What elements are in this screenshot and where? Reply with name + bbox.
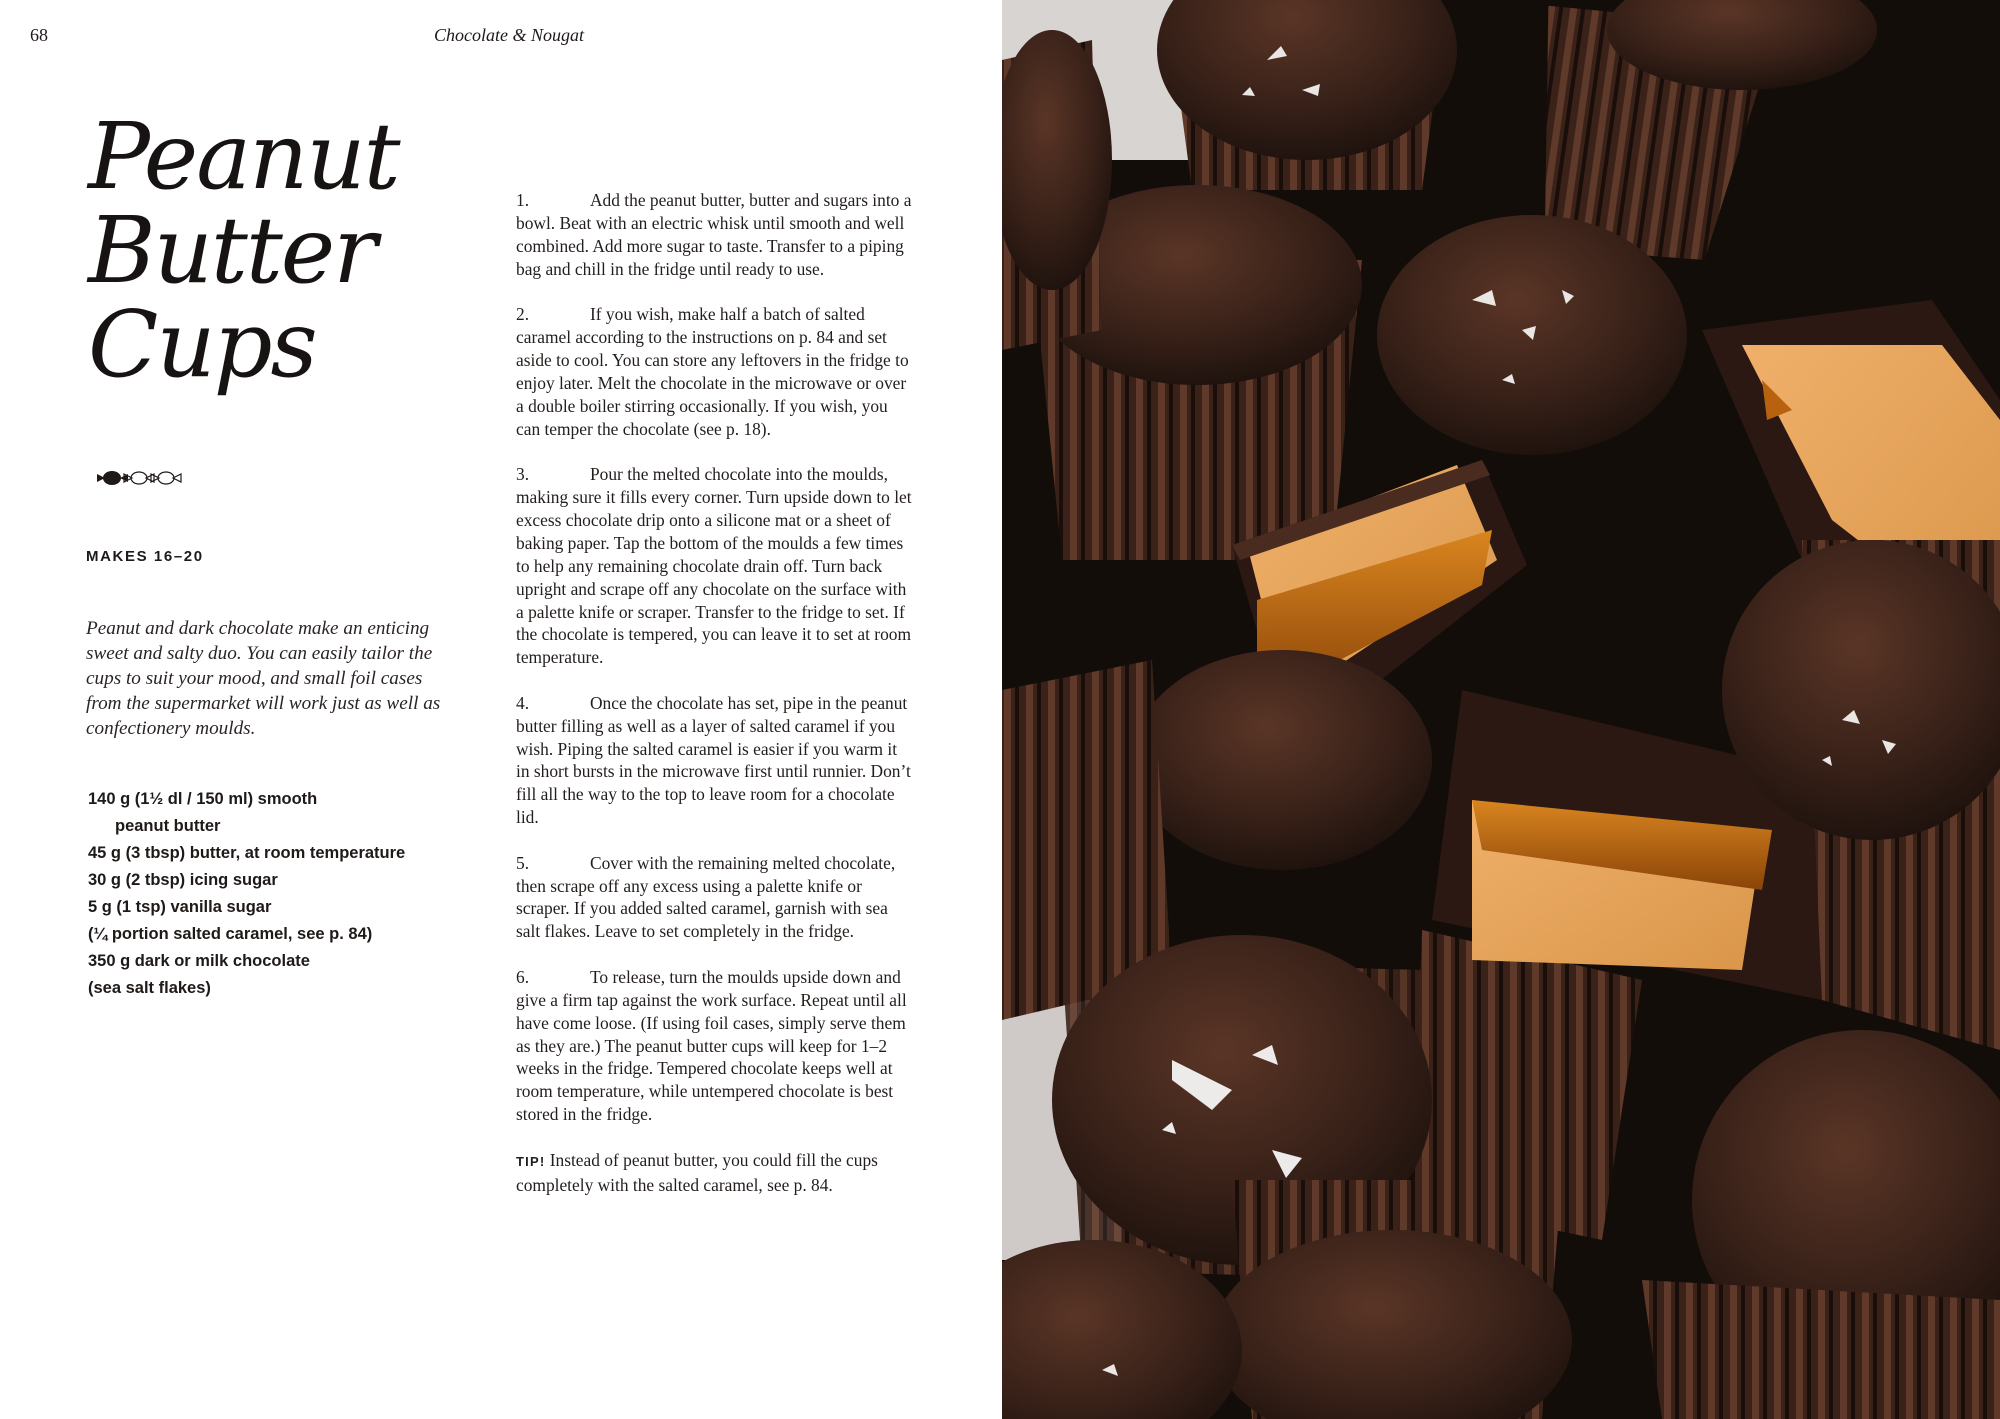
title-line: Cups	[88, 291, 316, 398]
step-number: 1.	[516, 190, 530, 210]
ingredient-item: peanut butter	[115, 817, 221, 835]
step-number: 4.	[516, 692, 530, 713]
step-text: If you wish, make half a batch of salted caramel according to the instructions on p. 84 and set aside to cool. You can store any leftovers in the fridge to enjoy later. Melt the chocolate in the microwave or over a double boiler stirring occasionally. If you wish, you can temper the chocolate (see p. 18).	[516, 304, 909, 439]
method-step	[516, 463, 912, 669]
method-step	[516, 189, 912, 281]
step-text: Add the peanut butter, butter and sugars into a bowl. Beat with an electric whisk until smooth and well combined. Add more sugar to taste. Transfer to a piping bag and chill in the fridge until ready to use.	[516, 190, 912, 279]
step-number: 2.	[516, 304, 530, 325]
candy-rating-icon	[95, 463, 185, 493]
candy-filled-icon	[97, 471, 128, 485]
tip-label: TIP!	[516, 1153, 546, 1169]
chocolate-cup	[1212, 1180, 1572, 1419]
method-step	[516, 966, 912, 1126]
step-text: To release, turn the moulds upside down and give a firm tap against the work surface. Repeat until all have come loose. (If using foil cases, simply serve them as they are.) The peanut butter cups will keep for 1–2 weeks in the fridge. Tempered chocolate keeps well at room temperature, while untempered chocolate is best stored in the fridge.	[516, 966, 907, 1125]
chocolate-cup	[1002, 30, 1112, 350]
chocolate-cup	[1377, 215, 1687, 455]
candy-outline-icon	[151, 472, 181, 484]
ingredient-item: (sea salt flakes)	[88, 979, 211, 997]
ingredient-list	[88, 786, 508, 1002]
yield: MAKES 16–20	[86, 548, 204, 565]
page-number: 68	[30, 25, 48, 45]
candy-outline-icon	[124, 472, 154, 484]
ingredient-item: 140 g (1½ dl / 150 ml) smooth	[88, 790, 318, 808]
title-line: Butter	[88, 197, 376, 304]
ingredient-item: 30 g (2 tbsp) icing sugar	[88, 871, 278, 889]
step-text: Pour the melted chocolate into the moulds, making sure it fills every corner. Turn upside down to let excess chocolate drip onto a silicone mat or a sheet of baking paper. Tap the bottom of the moulds a few times to help any remaining chocolate drain off. Turn back upright and scrape off any chocolate on the surface with a palette knife or scraper. Transfer to the fridge to set. If the chocolate is tempered, you can leave it to set at room temperature.	[516, 464, 912, 668]
method-step	[516, 692, 912, 829]
ingredient-item: (¼ portion salted caramel, see p. 84)	[88, 925, 373, 943]
step-number: 5.	[516, 852, 530, 873]
recipe-title	[88, 103, 488, 398]
tip-note	[516, 1149, 912, 1197]
step-text: Cover with the remaining melted chocolate, then scrape off any excess using a palette knife or scraper. If you added salted caramel, garnish with sea salt flakes. Leave to set completely in the fridge.	[516, 852, 896, 942]
running-head: Chocolate & Nougat	[434, 25, 584, 45]
ingredient-item: 5 g (1 tsp) vanilla sugar	[88, 898, 272, 916]
chocolate-peanut-butter-cups-photo	[1002, 0, 2000, 1419]
ingredient-item: 350 g dark or milk chocolate	[88, 952, 310, 970]
ingredient-item: 45 g (3 tbsp) butter, at room temperature	[88, 844, 406, 862]
step-text: Once the chocolate has set, pipe in the peanut butter filling as well as a layer of salted caramel if you wish. Piping the salted caramel is easier if you warm it in short bursts in the microwave first until runnier. Don’t fill all the way to the top to leave room for a chocolate lid.	[516, 692, 911, 828]
method-step	[516, 303, 912, 440]
method-step	[516, 852, 912, 944]
tip-text: Instead of peanut butter, you could fill the cups completely with the salted caramel, see p. 84.	[516, 1149, 878, 1195]
intro-text: Peanut and dark chocolate make an enticing sweet and salty duo. You can easily tailor the cups to suit your mood, and small foil cases from the supermarket will work just as well as confectionery moulds.	[86, 618, 441, 739]
method-steps	[516, 189, 912, 1196]
step-number: 6.	[516, 966, 530, 987]
title-line: Peanut	[88, 103, 399, 210]
step-number: 3.	[516, 464, 530, 485]
